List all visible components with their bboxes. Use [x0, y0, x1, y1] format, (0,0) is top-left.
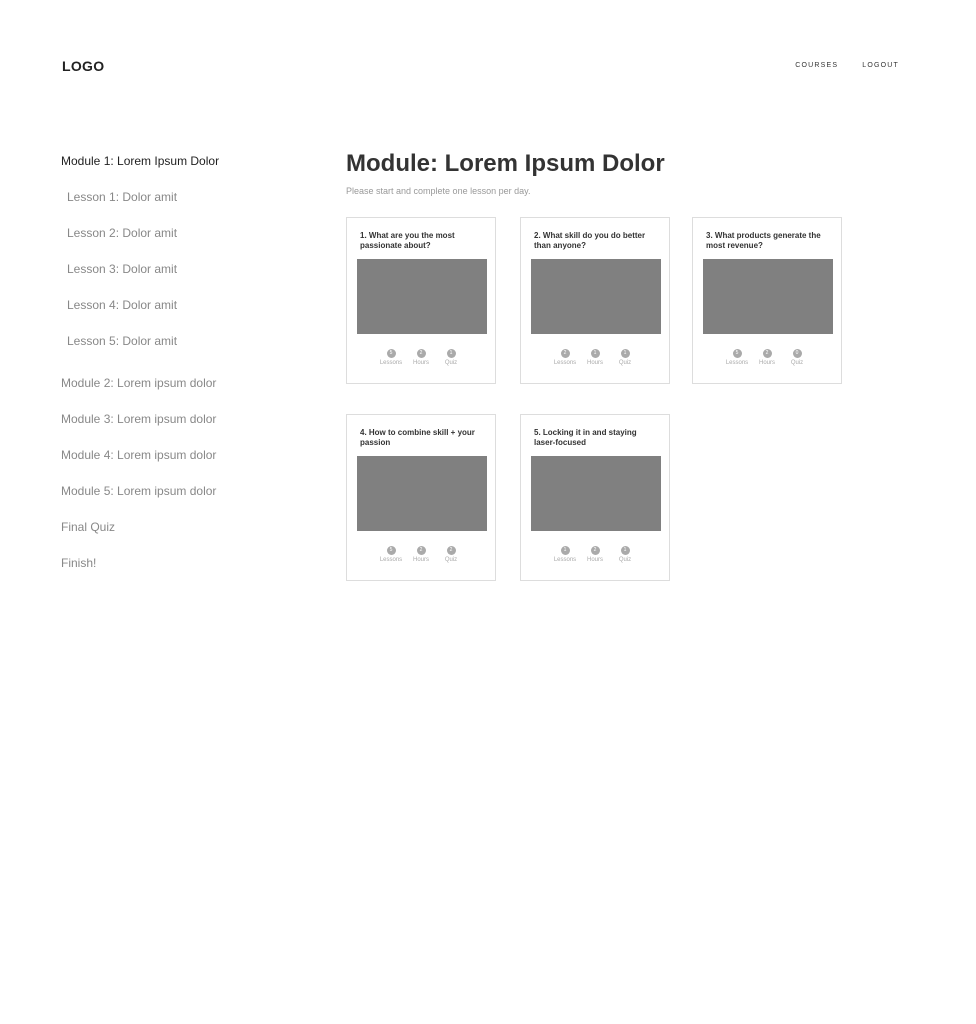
sidebar-item-finish[interactable]: Finish!: [61, 556, 97, 570]
stat-label: Quiz: [444, 557, 458, 563]
stat-quiz: [610, 349, 640, 366]
lessons-count-badge: 5: [733, 349, 742, 358]
top-nav: [771, 62, 899, 69]
stat-lessons: [550, 546, 580, 563]
hours-count-badge: 2: [417, 546, 426, 555]
sidebar-item-lesson-3[interactable]: Lesson 3: Dolor amit: [67, 262, 178, 276]
stat-label: Lessons: [379, 557, 403, 563]
sidebar-item-module-5[interactable]: Module 5: Lorem ipsum dolor: [61, 484, 217, 498]
lessons-count-badge: 5: [387, 546, 396, 555]
hours-count-badge: 2: [417, 349, 426, 358]
quiz-count-badge: 1: [447, 349, 456, 358]
card-title: 4. How to combine skill + your passion: [360, 428, 475, 447]
stat-label: Lessons: [553, 557, 577, 563]
hours-count-badge: 2: [591, 546, 600, 555]
card-stats: [347, 546, 495, 563]
card-thumbnail: [703, 259, 833, 334]
card-stats: [347, 349, 495, 366]
stat-quiz: [436, 546, 466, 563]
lesson-card-5[interactable]: [520, 414, 670, 581]
sidebar-item-module-2[interactable]: Module 2: Lorem ipsum dolor: [61, 376, 217, 390]
sidebar-item-lesson-1[interactable]: Lesson 1: Dolor amit: [67, 190, 178, 204]
stat-hours: [580, 349, 610, 366]
lesson-card-3[interactable]: [692, 217, 842, 384]
nav-logout-link[interactable]: LOGOUT: [862, 62, 899, 69]
page-subtitle: Please start and complete one lesson per day.: [346, 186, 531, 196]
stat-lessons: [550, 349, 580, 366]
stat-hours: [580, 546, 610, 563]
lesson-card-1[interactable]: [346, 217, 496, 384]
nav-courses-link[interactable]: COURSES: [795, 62, 839, 69]
quiz-count-badge: 1: [621, 546, 630, 555]
stat-hours: [406, 349, 436, 366]
stat-label: Hours: [412, 557, 429, 563]
quiz-count-badge: 0: [793, 349, 802, 358]
stat-lessons: [376, 546, 406, 563]
stat-label: Quiz: [790, 360, 804, 366]
lessons-count-badge: 5: [387, 349, 396, 358]
stat-hours: [752, 349, 782, 366]
stat-quiz: [782, 349, 812, 366]
sidebar-item-module-3[interactable]: Module 3: Lorem ipsum dolor: [61, 412, 217, 426]
lessons-count-badge: 2: [561, 349, 570, 358]
sidebar-item-lesson-5[interactable]: Lesson 5: Dolor amit: [67, 334, 178, 348]
sidebar-item-module-1[interactable]: Module 1: Lorem Ipsum Dolor: [61, 154, 220, 168]
sidebar-item-lesson-4[interactable]: Lesson 4: Dolor amit: [67, 298, 178, 312]
stat-label: Quiz: [618, 557, 632, 563]
stat-lessons: [376, 349, 406, 366]
lesson-card-2[interactable]: [520, 217, 670, 384]
stat-label: Hours: [412, 360, 429, 366]
card-stats: [693, 349, 841, 366]
sidebar-item-lesson-2[interactable]: Lesson 2: Dolor amit: [67, 226, 178, 240]
stat-lessons: [722, 349, 752, 366]
card-stats: [521, 349, 669, 366]
stat-label: Quiz: [444, 360, 458, 366]
card-thumbnail: [357, 456, 487, 531]
card-title: 2. What skill do you do better than anyone?: [534, 231, 646, 250]
stat-quiz: [436, 349, 466, 366]
stat-label: Lessons: [379, 360, 403, 366]
stat-label: Hours: [758, 360, 775, 366]
card-thumbnail: [531, 259, 661, 334]
quiz-count-badge: 2: [447, 546, 456, 555]
lessons-count-badge: 1: [561, 546, 570, 555]
hours-count-badge: 1: [591, 349, 600, 358]
stat-label: Quiz: [618, 360, 632, 366]
logo[interactable]: LOGO: [62, 58, 105, 74]
stat-hours: [406, 546, 436, 563]
card-thumbnail: [357, 259, 487, 334]
card-title: 3. What products generate the most revenue?: [706, 231, 821, 250]
sidebar-item-final-quiz[interactable]: Final Quiz: [61, 520, 116, 534]
card-stats: [521, 546, 669, 563]
stat-label: Hours: [586, 557, 603, 563]
hours-count-badge: 2: [763, 349, 772, 358]
card-title: 5. Locking it in and staying laser-focused: [534, 428, 637, 447]
sidebar-item-module-4[interactable]: Module 4: Lorem ipsum dolor: [61, 448, 217, 462]
page-title: Module: Lorem Ipsum Dolor: [346, 150, 665, 177]
stat-quiz: [610, 546, 640, 563]
lesson-card-4[interactable]: [346, 414, 496, 581]
stat-label: Lessons: [725, 360, 749, 366]
card-title: 1. What are you the most passionate about?: [360, 231, 455, 250]
quiz-count-badge: 1: [621, 349, 630, 358]
card-thumbnail: [531, 456, 661, 531]
stat-label: Hours: [586, 360, 603, 366]
stat-label: Lessons: [553, 360, 577, 366]
